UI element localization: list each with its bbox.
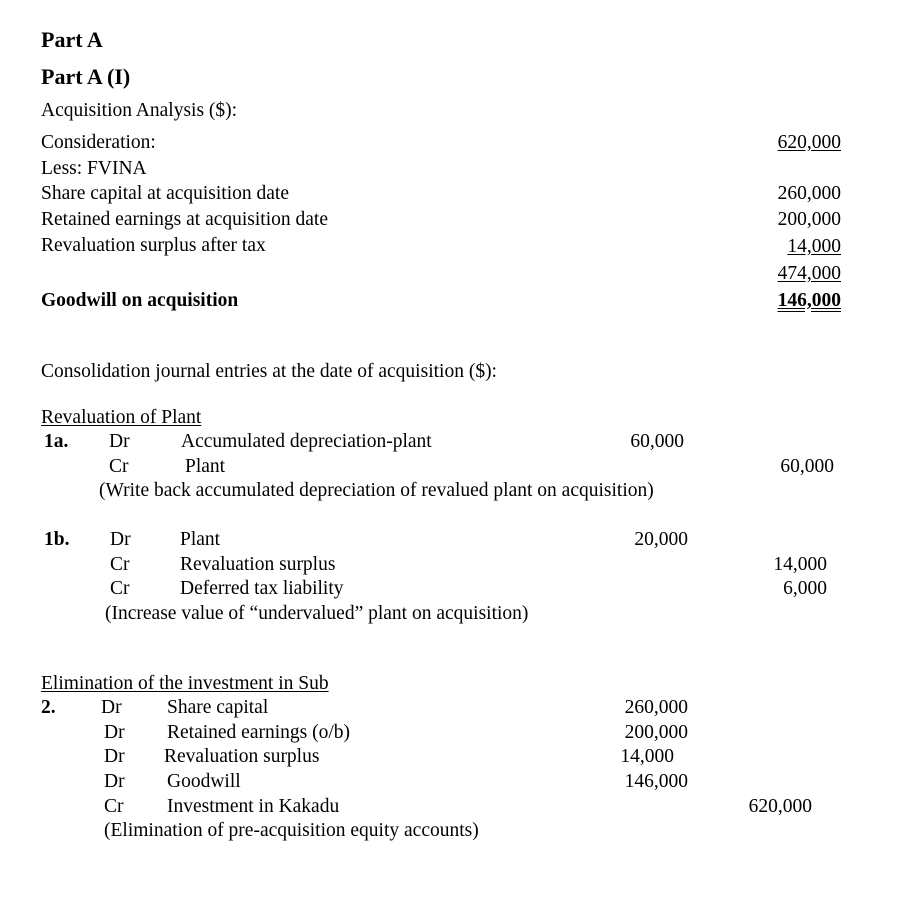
cr-account: Deferred tax liability [180, 578, 344, 599]
cr-account: Revaluation surplus [180, 554, 336, 575]
narration: (Elimination of pre-acquisition equity accounts) [104, 820, 479, 841]
cr-amount: 620,000 [748, 796, 812, 817]
dr-amount: 20,000 [634, 529, 688, 550]
less-fvina-label: Less: FVINA [41, 158, 147, 179]
entry-number: 1b. [44, 529, 70, 550]
dr-amount: 200,000 [624, 722, 688, 743]
dr-amount: 146,000 [624, 771, 688, 792]
narration: (Write back accumulated depreciation of revalued plant on acquisition) [99, 480, 654, 501]
cr-amount: 14,000 [773, 554, 827, 575]
heading-part-a-i: Part A (I) [41, 64, 131, 89]
revaluation-surplus-label: Revaluation surplus after tax [41, 235, 266, 256]
cr-amount: 6,000 [783, 578, 827, 599]
dr-account: Revaluation surplus [164, 746, 320, 767]
dr-label: Dr [104, 746, 125, 767]
dr-label: Dr [110, 529, 131, 550]
journal-title: Consolidation journal entries at the date of acquisition ($): [41, 361, 497, 382]
dr-account: Accumulated depreciation-plant [181, 431, 432, 452]
section-title-elimination: Elimination of the investment in Sub [41, 673, 329, 694]
fvina-total: 474,000 [777, 263, 841, 284]
goodwill-label: Goodwill on acquisition [41, 290, 239, 311]
entry-number: 2. [41, 697, 56, 718]
cr-label: Cr [110, 578, 130, 599]
consideration-label: Consideration: [41, 132, 156, 153]
cr-label: Cr [104, 796, 124, 817]
retained-earnings-label: Retained earnings at acquisition date [41, 209, 328, 230]
section-title-revaluation: Revaluation of Plant [41, 407, 202, 428]
dr-label: Dr [109, 431, 130, 452]
goodwill-value: 146,000 [777, 290, 841, 311]
dr-amount: 14,000 [620, 746, 674, 767]
cr-account: Plant [185, 456, 226, 477]
consideration-value: 620,000 [777, 132, 841, 153]
share-capital-label: Share capital at acquisition date [41, 183, 289, 204]
dr-label: Dr [101, 697, 122, 718]
share-capital-value: 260,000 [777, 183, 841, 204]
narration: (Increase value of “undervalued” plant on acquisition) [105, 603, 529, 624]
cr-label: Cr [109, 456, 129, 477]
dr-label: Dr [104, 771, 125, 792]
dr-amount: 260,000 [624, 697, 688, 718]
cr-account: Investment in Kakadu [167, 796, 340, 817]
dr-account: Retained earnings (o/b) [167, 722, 351, 743]
revaluation-surplus-value: 14,000 [787, 236, 841, 257]
dr-amount: 60,000 [630, 431, 684, 452]
heading-part-a: Part A [41, 27, 103, 52]
dr-account: Goodwill [167, 771, 241, 792]
cr-label: Cr [110, 554, 130, 575]
dr-account: Share capital [167, 697, 269, 718]
acquisition-title: Acquisition Analysis ($): [41, 100, 238, 121]
entry-number: 1a. [44, 431, 69, 452]
retained-earnings-value: 200,000 [777, 209, 841, 230]
dr-account: Plant [180, 529, 221, 550]
dr-label: Dr [104, 722, 125, 743]
cr-amount: 60,000 [780, 456, 834, 477]
